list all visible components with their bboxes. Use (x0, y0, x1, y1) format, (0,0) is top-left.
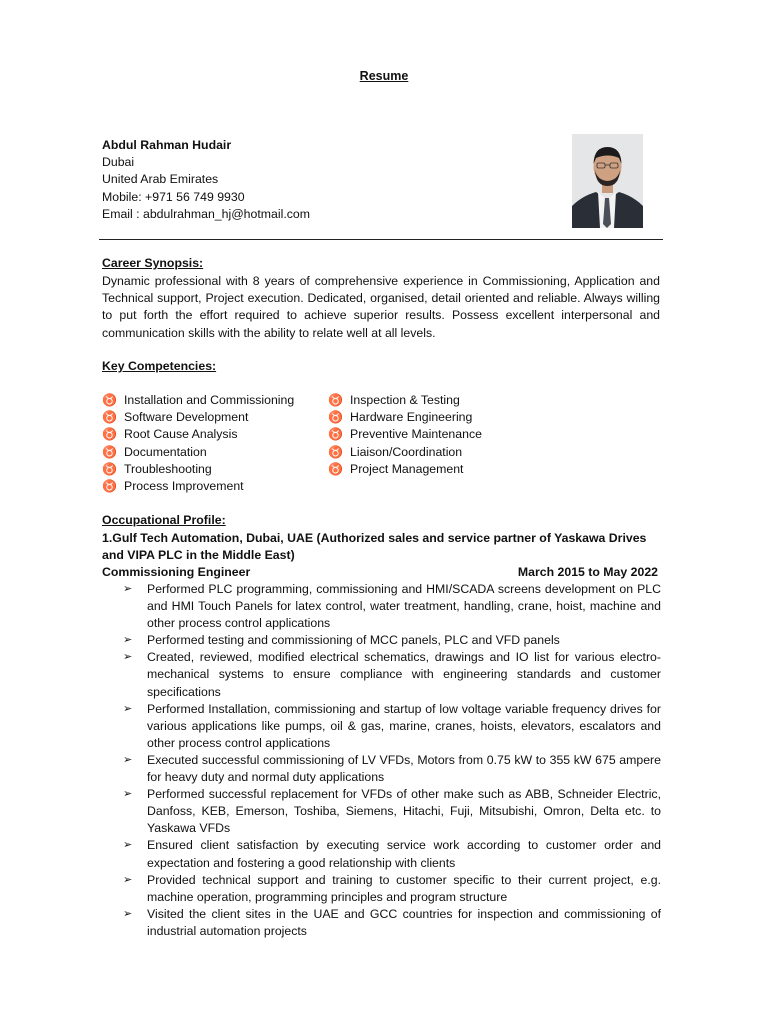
contact-mobile: Mobile: +971 56 749 9930 (102, 189, 245, 204)
competencies-heading: Key Competencies: (102, 359, 217, 373)
list-item: ♉ Documentation (102, 444, 294, 461)
contact-country: United Arab Emirates (102, 172, 219, 187)
taurus-bullet-icon: ♉ (328, 444, 343, 459)
list-item: ➢ Visited the client sites in the UAE and GCC countries for inspection and commissioning of industrial automation projects (123, 906, 661, 938)
company-line: 1.Gulf Tech Automation, Dubai, UAE (Authorized sales and service partner of Yaskawa Drives and VIPA PLC in the Middle East) (102, 531, 647, 563)
list-item: ➢ Created, reviewed, modified electrical schematics, drawings and IO list for various electro-mechanical systems to ensure compliance with engineering standards and customer specifications (123, 650, 661, 699)
contact-email: Email : abdulrahman_hj@hotmail.com (102, 206, 310, 221)
list-item: ➢ Performed Installation, commissioning and startup of low voltage variable frequency drives for various applications like pumps, oil & gas, marine, cranes, hoists, elevators, escalators and other process control applications (123, 701, 661, 750)
list-item: ➢ Performed PLC programming, commissioning and HMI/SCADA screens development on PLC and HMI Touch Panels for latex control, water treatment, handling, crane, hoist, machine and other process control applications (123, 582, 661, 631)
arrow-bullet-icon: ➢ (123, 788, 133, 801)
role-title: Commissioning Engineer (102, 565, 251, 579)
list-item: ♉ Process Improvement (102, 478, 294, 495)
header-divider (99, 239, 663, 240)
duties-list (123, 581, 661, 940)
role-row (102, 564, 658, 581)
arrow-bullet-icon: ➢ (123, 753, 133, 766)
portrait-image (572, 134, 643, 228)
taurus-bullet-icon: ♉ (102, 444, 117, 459)
list-item: ♉ Software Development (102, 409, 294, 426)
list-item: ♉ Preventive Maintenance (328, 426, 482, 443)
synopsis-heading: Career Synopsis: (102, 256, 204, 270)
list-item: ➢ Executed successful commissioning of LV VFDs, Motors from 0.75 kW to 355 kW 675 ampere for heavy duty and normal duty applications (123, 752, 661, 785)
list-item: ♉ Installation and Commissioning (102, 392, 294, 409)
arrow-bullet-icon: ➢ (123, 839, 133, 852)
contact-block (102, 137, 310, 223)
occupational-profile-heading: Occupational Profile: (102, 513, 226, 527)
list-item: ➢ Performed testing and commissioning of MCC panels, PLC and VFD panels (123, 632, 661, 649)
taurus-bullet-icon: ♉ (102, 427, 117, 442)
document-title: Resume (359, 69, 409, 83)
taurus-bullet-icon: ♉ (328, 393, 343, 407)
list-item: ♉ Troubleshooting (102, 461, 294, 478)
taurus-bullet-icon: ♉ (328, 461, 343, 476)
list-item: ➢ Ensured client satisfaction by executing service work according to customer order and expectation and fostering a good relationship with clients (123, 838, 661, 870)
contact-city: Dubai (102, 155, 135, 170)
arrow-bullet-icon: ➢ (123, 907, 133, 920)
list-item: ♉ Liaison/Coordination (328, 444, 482, 461)
arrow-bullet-icon: ➢ (123, 651, 133, 664)
list-item: ♉ Inspection & Testing (328, 392, 482, 409)
arrow-bullet-icon: ➢ (123, 583, 133, 595)
competencies-left-list (102, 392, 294, 495)
list-item: ➢ Performed successful replacement for VFDs of other make such as ABB, Schneider Electric, Danfoss, KEB, Emerson, Toshiba, Siemens, Hitachi, Fuji, Mitsubishi, Omron, Delta etc. to Yaskawa VFDs (123, 787, 661, 836)
synopsis-text: Dynamic professional with 8 years of comprehensive experience in Commissioning, Application and Technical support, Project execution. Dedicated, organised, detail oriented and reliable. Always willing to put forth the effort required to achieve superior results. Possess excellent interpersonal and communication skills with the ability to relate well at all levels. (102, 274, 660, 340)
taurus-bullet-icon: ♉ (102, 393, 117, 407)
list-item: ♉ Hardware Engineering (328, 409, 482, 426)
list-item: ♉ Root Cause Analysis (102, 426, 294, 443)
role-dates: March 2015 to May 2022 (517, 565, 658, 579)
list-item: ♉ Project Management (328, 461, 482, 478)
profile-photo (572, 134, 643, 228)
taurus-bullet-icon: ♉ (102, 478, 117, 493)
candidate-name: Abdul Rahman Hudair (102, 138, 232, 152)
arrow-bullet-icon: ➢ (123, 873, 133, 886)
competencies-right-list (328, 392, 482, 478)
taurus-bullet-icon: ♉ (328, 410, 343, 425)
taurus-bullet-icon: ♉ (328, 427, 343, 442)
taurus-bullet-icon: ♉ (102, 410, 117, 425)
list-item: ➢ Provided technical support and training to customer specific to their current project, e.g. machine operation, programming principles and program structure (123, 872, 661, 904)
taurus-bullet-icon: ♉ (102, 461, 117, 476)
arrow-bullet-icon: ➢ (123, 634, 133, 647)
arrow-bullet-icon: ➢ (123, 702, 133, 715)
